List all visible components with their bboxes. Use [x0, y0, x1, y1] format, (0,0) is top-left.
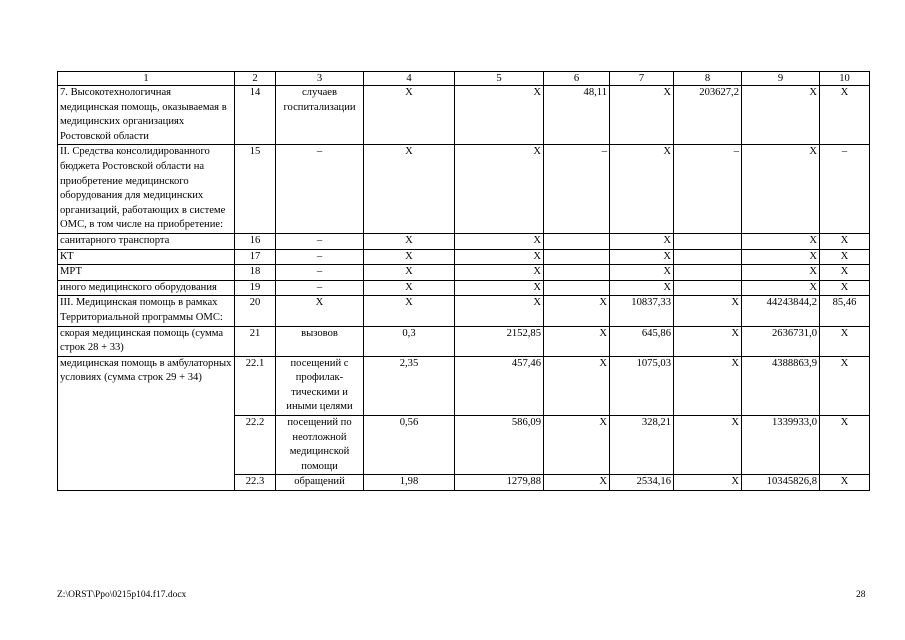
table-cell: 2,35 [364, 356, 455, 415]
table-cell: Х [364, 280, 455, 296]
table-cell: Х [276, 296, 364, 326]
table-cell: 10837,33 [610, 296, 674, 326]
table-cell: 85,46 [820, 296, 870, 326]
table-cell: Х [610, 280, 674, 296]
col-header-5: 5 [455, 72, 544, 86]
table-cell: 2152,85 [455, 326, 544, 356]
table-cell: 4388863,9 [742, 356, 820, 415]
col-header-2: 2 [235, 72, 276, 86]
table-cell: скорая медицинская помощь (сумма строк 28 + 33) [58, 326, 235, 356]
table-cell: Х [674, 475, 742, 491]
table-cell: 2534,16 [610, 475, 674, 491]
table-cell: Х [820, 86, 870, 145]
table-cell: МРТ [58, 265, 235, 281]
table-cell: 17 [235, 249, 276, 265]
table-cell: 14 [235, 86, 276, 145]
table-cell: санитарного транспорта [58, 233, 235, 249]
table-cell: Х [742, 280, 820, 296]
table-cell: Х [820, 416, 870, 475]
table-cell: посещений по неотложной медицинской помощи [276, 416, 364, 475]
col-header-6: 6 [544, 72, 610, 86]
table-row [58, 280, 870, 296]
table-cell: Х [544, 326, 610, 356]
table-cell: 457,46 [455, 356, 544, 415]
table-row [58, 265, 870, 281]
page-number: 28 [856, 590, 866, 600]
table-cell: 22.3 [235, 475, 276, 491]
table-cell: Х [610, 145, 674, 234]
table-cell: – [674, 145, 742, 234]
table-cell: II. Средства консолидированного бюджета Ростовской области на приобретение медицинского оборудования для медицинских организаций, работающих в системе ОМС, в том числе на приобретение: [58, 145, 235, 234]
table-row [58, 356, 870, 415]
table-cell: 1075,03 [610, 356, 674, 415]
table-body [58, 72, 870, 491]
table-row [58, 249, 870, 265]
table-row [58, 86, 870, 145]
table-cell: Х [455, 233, 544, 249]
table-cell: Х [820, 356, 870, 415]
table-cell: 328,21 [610, 416, 674, 475]
table-cell: Х [455, 280, 544, 296]
table-cell: 44243844,2 [742, 296, 820, 326]
col-header-9: 9 [742, 72, 820, 86]
table-cell: Х [364, 86, 455, 145]
table-cell: Х [820, 326, 870, 356]
table-cell: 1279,88 [455, 475, 544, 491]
table-cell [674, 233, 742, 249]
table-cell: Х [364, 296, 455, 326]
table-cell: 0,56 [364, 416, 455, 475]
col-header-4: 4 [364, 72, 455, 86]
table-cell: Х [544, 356, 610, 415]
table-cell: Х [674, 296, 742, 326]
table-cell: – [276, 280, 364, 296]
table-cell: Х [674, 416, 742, 475]
table-cell: Х [364, 145, 455, 234]
col-header-7: 7 [610, 72, 674, 86]
table-cell: 0,3 [364, 326, 455, 356]
table-cell: Х [820, 249, 870, 265]
table-cell: Х [455, 296, 544, 326]
table-cell: Х [742, 249, 820, 265]
table-cell: Х [455, 249, 544, 265]
table-cell: Х [455, 145, 544, 234]
table-cell: Х [674, 356, 742, 415]
table-cell: 48,11 [544, 86, 610, 145]
table-cell [674, 280, 742, 296]
table-cell [674, 249, 742, 265]
table-cell: 10345826,8 [742, 475, 820, 491]
table-cell: 586,09 [455, 416, 544, 475]
table-cell: – [544, 145, 610, 234]
table-cell: 20 [235, 296, 276, 326]
table-row [58, 145, 870, 234]
table-cell [544, 233, 610, 249]
column-number-row [58, 72, 870, 86]
col-header-3: 3 [276, 72, 364, 86]
table-cell: 22.1 [235, 356, 276, 415]
table-cell: 203627,2 [674, 86, 742, 145]
table-cell: 15 [235, 145, 276, 234]
table-cell: случаев госпитализации [276, 86, 364, 145]
table-cell: III. Медицинская помощь в рамках Территориальной программы ОМС: [58, 296, 235, 326]
table-cell: – [276, 233, 364, 249]
col-header-8: 8 [674, 72, 742, 86]
table-cell: Х [742, 265, 820, 281]
table-cell: Х [364, 249, 455, 265]
table-cell: Х [742, 145, 820, 234]
table-cell: 645,86 [610, 326, 674, 356]
table-cell: 22.2 [235, 416, 276, 475]
table-cell: Х [742, 86, 820, 145]
table-cell: 18 [235, 265, 276, 281]
table-cell [674, 265, 742, 281]
table-cell: 16 [235, 233, 276, 249]
table-cell: Х [610, 86, 674, 145]
table-cell: Х [820, 265, 870, 281]
table-row [58, 296, 870, 326]
table-cell: Х [544, 296, 610, 326]
table-row [58, 233, 870, 249]
table-cell: КТ [58, 249, 235, 265]
table-cell: медицинская помощь в амбулаторных условиях (сумма строк 29 + 34) [58, 356, 235, 490]
table-cell: Х [610, 233, 674, 249]
table-cell [544, 265, 610, 281]
table-cell: иного медицинского оборудования [58, 280, 235, 296]
table-cell: 19 [235, 280, 276, 296]
table-cell: Х [544, 416, 610, 475]
table-cell: – [276, 265, 364, 281]
col-header-10: 10 [820, 72, 870, 86]
table-cell [544, 249, 610, 265]
table-cell: 1339933,0 [742, 416, 820, 475]
table-cell: Х [544, 475, 610, 491]
table-cell: – [276, 145, 364, 234]
budget-table [57, 71, 870, 491]
table-cell: 21 [235, 326, 276, 356]
table-cell: Х [820, 475, 870, 491]
table-cell: Х [820, 233, 870, 249]
table-cell: Х [455, 265, 544, 281]
table-cell: – [820, 145, 870, 234]
table-cell: вызовов [276, 326, 364, 356]
table-cell: Х [820, 280, 870, 296]
table-cell: посещений с профилак-тическими и иными целями [276, 356, 364, 415]
table-row [58, 326, 870, 356]
col-header-1: 1 [58, 72, 235, 86]
table-cell: Х [742, 233, 820, 249]
table-cell: обращений [276, 475, 364, 491]
table-cell: Х [364, 233, 455, 249]
table-cell: Х [610, 265, 674, 281]
table-cell: Х [364, 265, 455, 281]
table-cell: Х [455, 86, 544, 145]
table-cell: – [276, 249, 364, 265]
table-cell: 2636731,0 [742, 326, 820, 356]
table-cell [544, 280, 610, 296]
table-cell: 7. Высокотехнологичная медицинская помощь, оказываемая в медицинских организациях Ростовской области [58, 86, 235, 145]
table-cell: Х [674, 326, 742, 356]
file-path: Z:\ORST\Ppo\0215p104.f17.docx [57, 590, 187, 600]
table-cell: 1,98 [364, 475, 455, 491]
table-cell: Х [610, 249, 674, 265]
